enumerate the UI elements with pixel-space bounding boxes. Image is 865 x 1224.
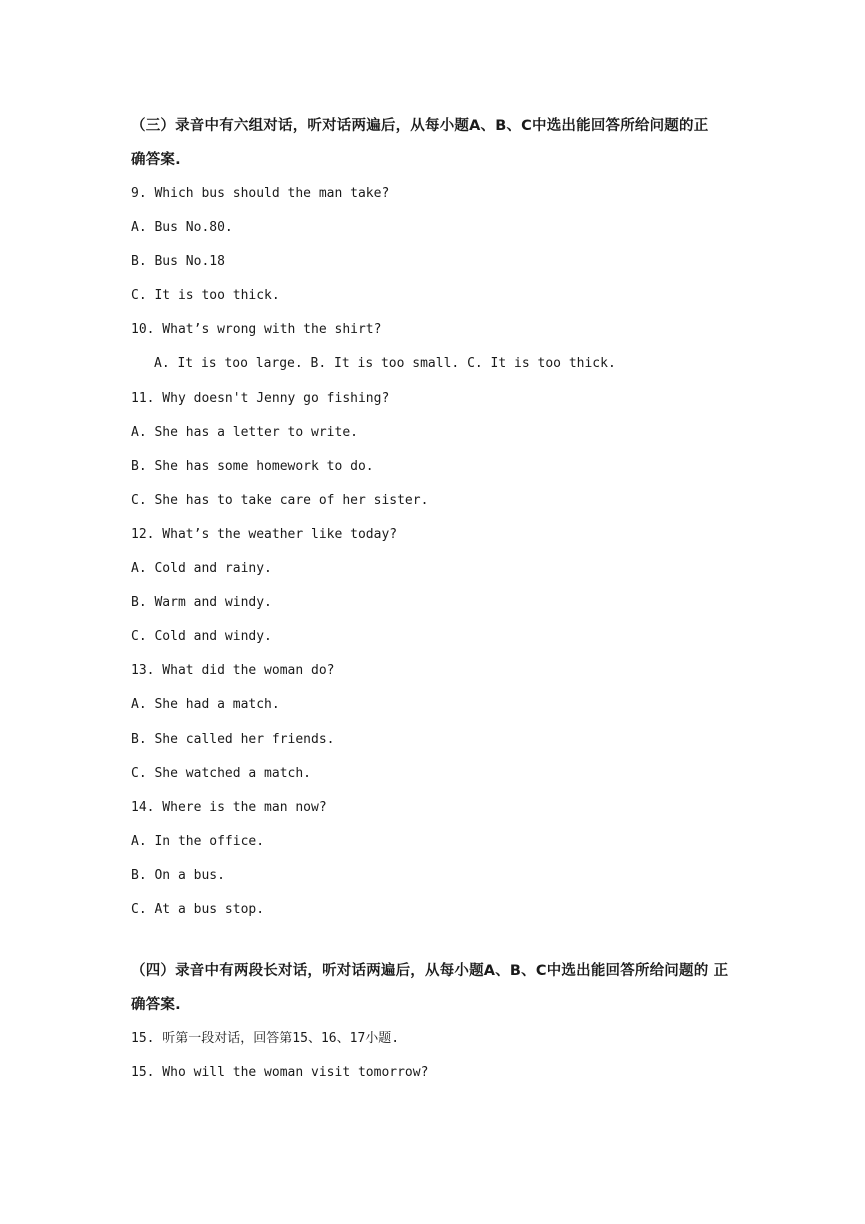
question-10 [131, 313, 736, 381]
question-12-stem: 12. What’s the weather like today? [131, 526, 398, 542]
question-12-option-b: B. Warm and windy. [131, 595, 272, 611]
question-11 [131, 382, 736, 518]
section-4 [131, 954, 736, 1090]
section-3-heading-line-1: （三）录音中有六组对话，听对话两遍后，从每小题A、B、C中选出能回答所给问题的正 [131, 118, 709, 134]
question-14-option-a: A. In the office. [131, 833, 265, 849]
question-12-option-a: A. Cold and rainy. [131, 561, 272, 577]
question-14-option-b: B. On a bus. [131, 867, 225, 883]
question-15-stem: 15. Who will the woman visit tomorrow? [131, 1065, 429, 1081]
question-11-stem: 11. Why doesn't Jenny go fishing? [131, 390, 390, 406]
question-12-option-c: C. Cold and windy. [131, 629, 272, 645]
question-11-option-a: A. She has a letter to write. [131, 424, 358, 440]
question-9-option-a: A. Bus No.80. [131, 220, 233, 236]
question-9 [131, 177, 736, 313]
question-9-stem: 9. Which bus should the man take? [131, 186, 390, 201]
question-13 [131, 654, 736, 790]
section-3-heading-line-2: 确答案. [131, 152, 181, 168]
section-4-heading-line-1: （四）录音中有两段长对话，听对话两遍后，从每小题A、B、C中选出能回答所给问题的 正 [131, 963, 729, 980]
question-14 [131, 791, 736, 927]
question-10-options: A. It is too large. B. It is too small. C. It is too thick. [154, 356, 616, 372]
question-14-option-c: C. At a bus stop. [131, 901, 265, 917]
question-11-option-b: B. She has some homework to do. [131, 458, 374, 474]
question-9-option-b: B. Bus No.18 [131, 254, 225, 270]
question-9-option-c: C. It is too thick. [131, 288, 280, 304]
question-13-stem: 13. What did the woman do? [131, 663, 335, 679]
question-10-stem: 10. What’s wrong with the shirt? [131, 322, 382, 338]
question-11-option-c: C. She has to take care of her sister. [131, 492, 429, 508]
question-13-option-c: C. She watched a match. [131, 765, 312, 781]
section-3 [131, 109, 736, 927]
question-14-stem: 14. Where is the man now? [131, 799, 327, 815]
section-4-heading-line-2: 确答案. [131, 997, 181, 1014]
section-spacer [131, 927, 736, 954]
question-12 [131, 518, 736, 654]
document-content [131, 109, 736, 1090]
section-4-instruction: 15. 听第一段对话，回答第15、16、17小题. [131, 1031, 400, 1047]
question-13-option-b: B. She called her friends. [131, 731, 335, 747]
question-13-option-a: A. She had a match. [131, 697, 280, 713]
